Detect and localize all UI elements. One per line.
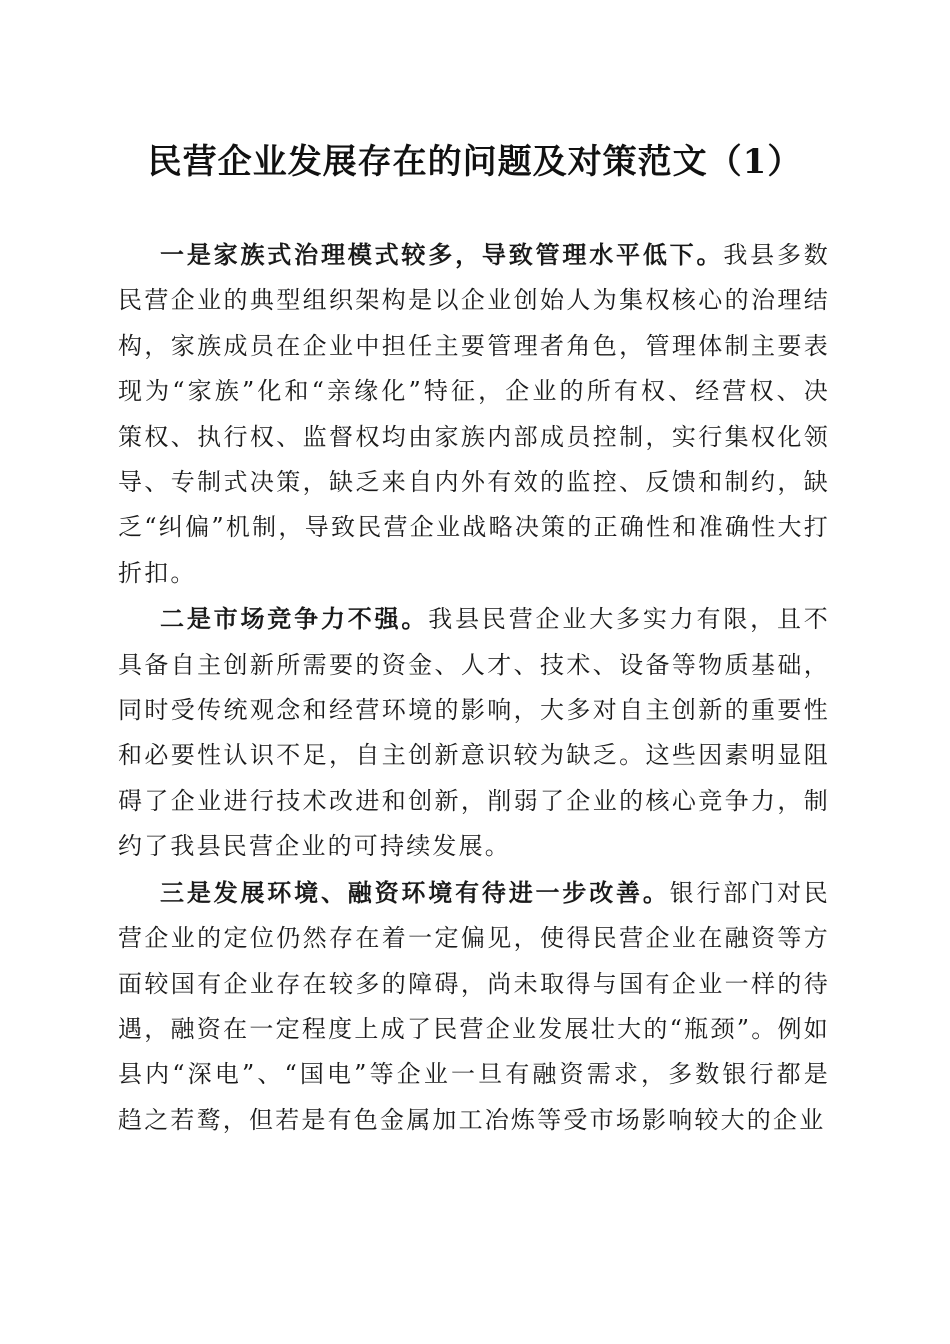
paragraph-2-lead: 二是市场竞争力不强。	[160, 604, 429, 634]
document-title: 民营企业发展存在的问题及对策范文（1）	[147, 142, 803, 182]
paragraph-3-lead: 三是发展环境、融资环境有待进一步改善。	[160, 877, 670, 907]
paragraph-1-lead: 一是家族式治理模式较多，导致管理水平低下。	[160, 240, 724, 269]
paragraph-3	[118, 870, 830, 1143]
paragraph-2-text: 我县民营企业大多实力有限，且不具备自主创新所需要的资金、人才、技术、设备等物质基础，同时受传统观念和经营环境的影响，大多对自主创新的重要性和必要性认识不足，自主创新意识较为缺乏。这些因素明显阻碍了企业进行技术改进和创新，削弱了企业的核心竞争力，制约了我县民营企业的可持续发展。	[118, 605, 830, 861]
paragraph-2	[118, 596, 830, 869]
document-body	[118, 232, 830, 1143]
paragraph-1-text: 我县多数民营企业的典型组织架构是以企业创始人为集权核心的治理结构，家族成员在企业中担任主要管理者角色，管理体制主要表现为“家族”化和“亲缘化”特征，企业的所有权、经营权、决策权、执行权、监督权均由家族内部成员控制，实行集权化领导、专制式决策，缺乏来自内外有效的监控、反馈和制约，缺乏“纠偏”机制，导致民营企业战略决策的正确性和准确性大打折扣。	[118, 241, 830, 587]
paragraph-3-text: 银行部门对民营企业的定位仍然存在着一定偏见，使得民营企业在融资等方面较国有企业存在较多的障碍，尚未取得与国有企业一样的待遇，融资在一定程度上成了民营企业发展壮大的“瓶颈”。例如县内“深电”、“国电”等企业一旦有融资需求，多数银行都是趋之若鹜，但若是有色金属加工冶炼等受市场影响较大的企业	[118, 878, 830, 1134]
paragraph-1	[118, 232, 830, 596]
